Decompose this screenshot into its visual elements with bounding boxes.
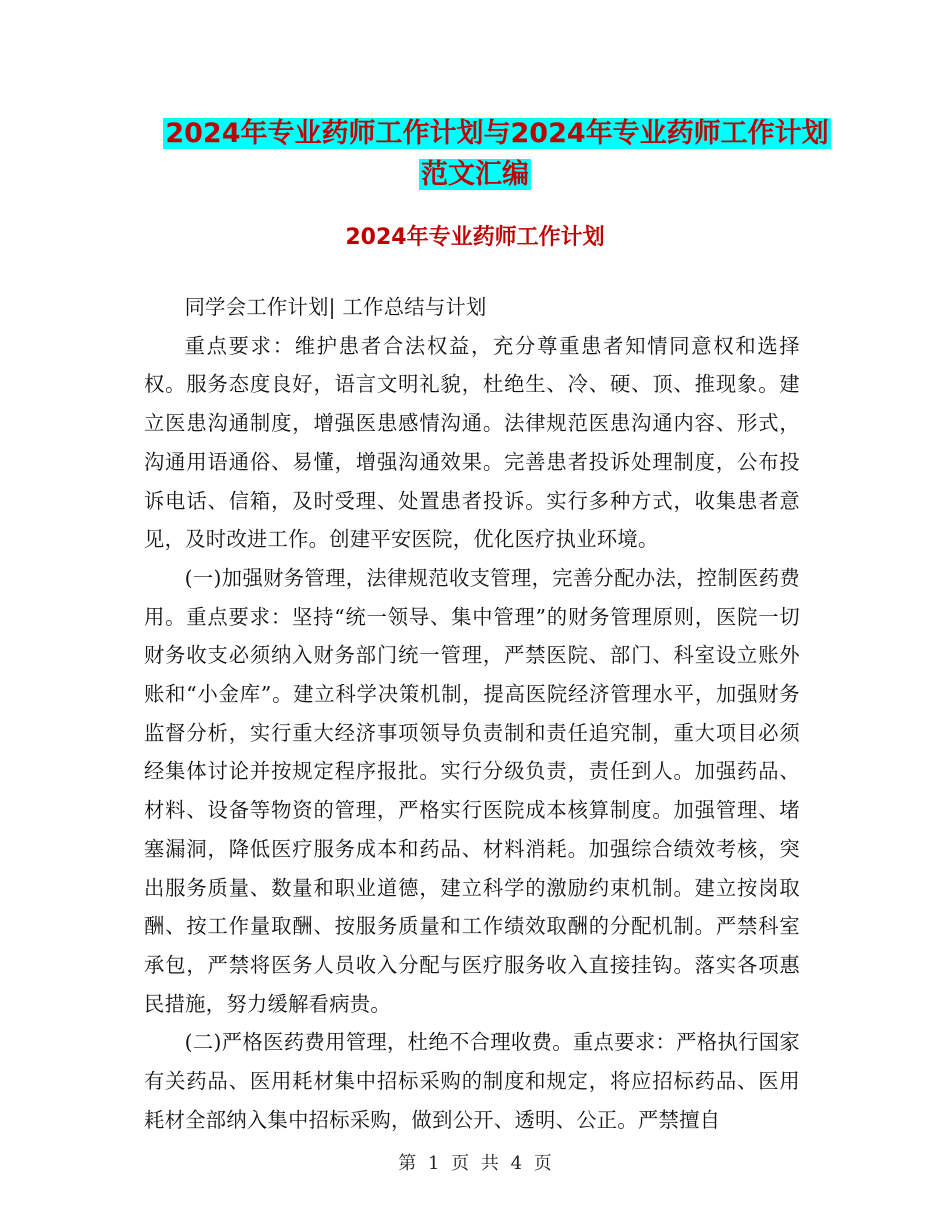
document-body bbox=[144, 288, 800, 1139]
section-title: 2024年专业药师工作计划 bbox=[345, 225, 605, 250]
document-title-line-1-text: 2024年专业药师工作计划与2024年专业药师工作计划 bbox=[165, 118, 829, 149]
paragraph-source-line: 同学会工作计划| 工作总结与计划 bbox=[184, 295, 487, 319]
document-title-line-1 bbox=[22, 112, 950, 156]
page-footer: 第 1 页 共 4 页 bbox=[398, 1153, 552, 1174]
paragraph-fee-management: (二)严格医药费用管理，杜绝不合理收费。重点要求：严格执行国家有关药品、医用耗材集中招标采购的制度和规定，将应招标药品、医用耗材全部纳入集中招标采购，做到公开、透明、公正。严禁擅自 bbox=[144, 1030, 800, 1132]
document-title-line-2 bbox=[0, 153, 950, 197]
paragraph-financial-management: (一)加强财务管理，法律规范收支管理，完善分配办法，控制医药费用。重点要求：坚持“统一领导、集中管理”的财务管理原则，医院一切财务收支必须纳入财务部门统一管理，严禁医院、部门、科室设立账外账和“小金库”。建立科学决策机制，提高医院经济管理水平，加强财务监督分析，实行重大经济事项领导负责制和责任追究制，重大项目必须经集体讨论并按规定程序报批。实行分级负责，责任到人。加强药品、材料、设备等物资的管理，严格实行医院成本核算制度。加强管理、堵塞漏洞，降低医疗服务成本和药品、材料消耗。加强综合绩效考核，突出服务质量、数量和职业道德，建立科学的激励约束机制。建立按岗取酬、按工作量取酬、按服务质量和工作绩效取酬的分配机制。严禁科室承包，严禁将医务人员收入分配与医疗服务收入直接挂钩。落实各项惠民措施，努力缓解看病贵。 bbox=[144, 565, 800, 1016]
paragraph-key-requirements: 重点要求：维护患者合法权益，充分尊重患者知情同意权和选择权。服务态度良好，语言文明礼貌，杜绝生、冷、硬、顶、推现象。建立医患沟通制度，增强医患感情沟通。法律规范医患沟通内容、形式，沟通用语通俗、易懂，增强沟通效果。完善患者投诉处理制度，公布投诉电话、信箱，及时受理、处置患者投诉。实行多种方式，收集患者意见，及时改进工作。创建平安医院，优化医疗执业环境。 bbox=[144, 333, 800, 552]
document-title-line-2-text: 范文汇编 bbox=[421, 159, 529, 190]
